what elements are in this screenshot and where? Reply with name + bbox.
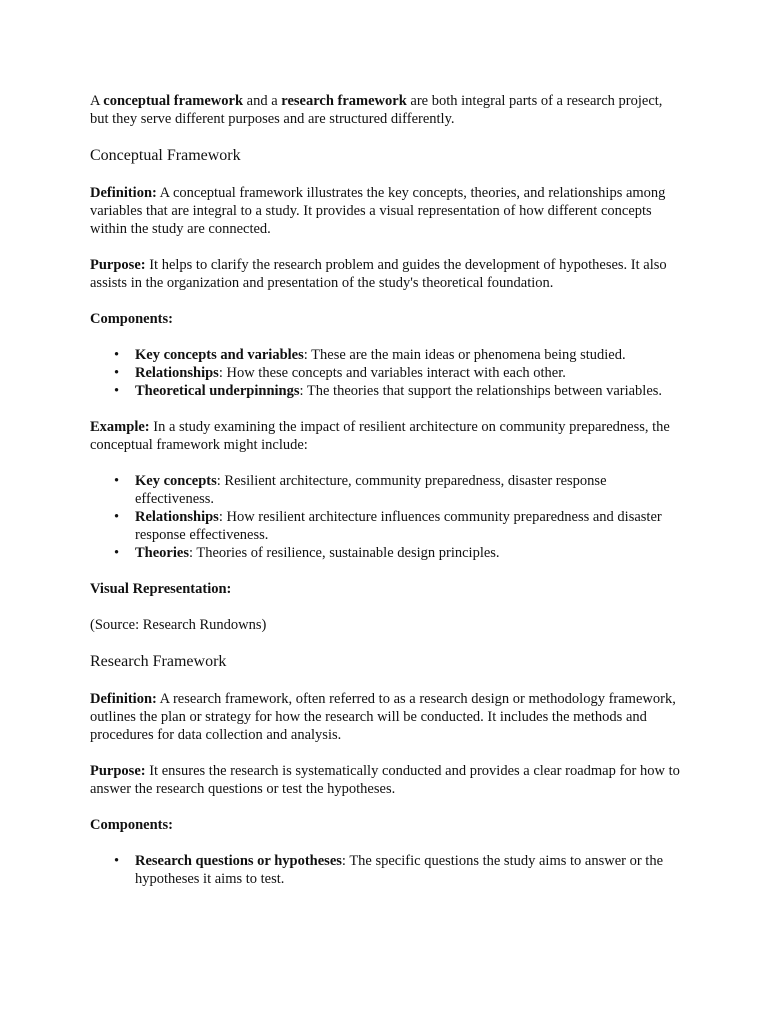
intro-text: and a xyxy=(243,93,282,109)
conceptual-heading: Conceptual Framework xyxy=(90,147,241,164)
purpose-label: Purpose: xyxy=(90,763,146,779)
intro-paragraph xyxy=(90,92,680,128)
research-components-label xyxy=(90,816,680,834)
definition-label: Definition: xyxy=(90,691,157,707)
list-item-text: : The theories that support the relationships between variables. xyxy=(299,383,663,399)
conceptual-components-list xyxy=(90,346,680,400)
definition-label: Definition: xyxy=(90,185,157,201)
conceptual-components-label xyxy=(90,310,680,328)
list-item xyxy=(135,508,680,544)
purpose-label: Purpose: xyxy=(90,257,146,273)
list-item xyxy=(135,364,680,382)
list-item xyxy=(135,472,680,508)
list-item xyxy=(135,346,680,364)
research-components-list xyxy=(90,852,680,888)
list-item xyxy=(135,852,680,888)
visual-representation-label xyxy=(90,580,680,598)
list-item-text: : Theories of resilience, sustainable design principles. xyxy=(188,545,500,561)
conceptual-purpose xyxy=(90,256,680,292)
purpose-text: It ensures the research is systematically conducted and provides a clear roadmap for how to answer the research questions or test the hypotheses. xyxy=(90,763,680,797)
intro-text: A xyxy=(90,93,104,109)
visual-label: Visual Representation: xyxy=(90,581,232,597)
list-item-term: Key concepts xyxy=(135,473,217,489)
list-item-text: : How these concepts and variables interact with each other. xyxy=(218,365,566,381)
list-item-term: Theories xyxy=(135,545,189,561)
list-item xyxy=(135,544,680,562)
list-item-term: Relationships xyxy=(135,509,219,525)
intro-term-conceptual: conceptual framework xyxy=(103,93,244,109)
list-item-term: Research questions or hypotheses xyxy=(135,853,342,869)
intro-text: are both integral parts of a research project, but they serve different purposes and are structured differently. xyxy=(90,93,663,127)
components-label: Components: xyxy=(90,311,173,327)
list-item-text: : The specific questions the study aims to answer or the hypotheses it aims to test. xyxy=(135,853,664,887)
list-item-text: : How resilient architecture influences community preparedness and disaster response effectiveness. xyxy=(135,509,662,543)
list-item-term: Key concepts and variables xyxy=(135,347,304,363)
definition-text: A research framework, often referred to as a research design or methodology framework, outlines the plan or strategy for how the research will be conducted. It includes the methods and procedures for data collection and analysis. xyxy=(90,691,676,743)
list-item xyxy=(135,382,680,400)
list-item-text: : Resilient architecture, community preparedness, disaster response effectiveness. xyxy=(135,473,607,507)
document-page xyxy=(90,92,680,888)
conceptual-definition xyxy=(90,184,680,238)
example-items-list xyxy=(90,472,680,562)
research-purpose xyxy=(90,762,680,798)
list-item-text: : These are the main ideas or phenomena being studied. xyxy=(303,347,626,363)
components-label: Components: xyxy=(90,817,173,833)
example-text: In a study examining the impact of resilient architecture on community preparedness, the conceptual framework might include: xyxy=(90,419,670,453)
source-citation: (Source: Research Rundowns) xyxy=(90,617,267,633)
definition-text: A conceptual framework illustrates the key concepts, theories, and relationships among variables that are integral to a study. It provides a visual representation of how different concepts within the study are connected. xyxy=(90,185,666,237)
list-item-term: Relationships xyxy=(135,365,219,381)
research-heading: Research Framework xyxy=(90,653,227,670)
list-item-term: Theoretical underpinnings xyxy=(135,383,300,399)
conceptual-example xyxy=(90,418,680,454)
intro-term-research: research framework xyxy=(281,93,407,109)
purpose-text: It helps to clarify the research problem and guides the development of hypotheses. It also assists in the organization and presentation of the study's theoretical foundation. xyxy=(90,257,667,291)
example-label: Example: xyxy=(90,419,150,435)
research-definition xyxy=(90,690,680,744)
